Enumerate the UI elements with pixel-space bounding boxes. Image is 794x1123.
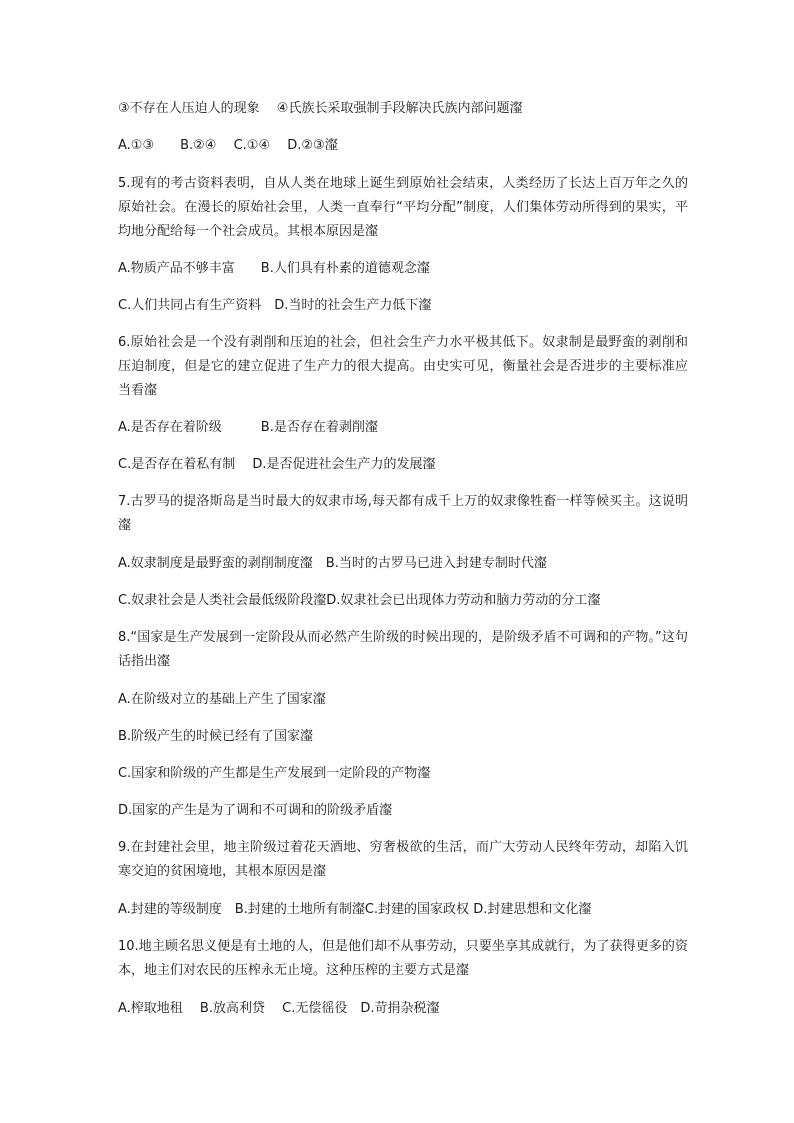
question-9-stem: 9.在封建社会里，地主阶级过着花天酒地、穷奢极欲的生活，而广大劳动人民终年劳动，却陷入饥寒交迫的贫困境地，其根本原因是瀣 bbox=[118, 840, 688, 879]
question-7-options-ab: A.奴隶制度是最野蛮的剥削制度瀣 B.当时的古罗马已进入封建专制时代瀣 bbox=[118, 556, 547, 571]
question-7-stem: 7.古罗马的提洛斯岛是当时最大的奴隶市场,每天都有成千上万的奴隶像牲畜一样等候买主。这说明瀣 bbox=[118, 494, 688, 533]
question-8-option-a: A.在阶级对立的基础上产生了国家瀣 bbox=[118, 692, 326, 707]
question-10-stem: 10.地主顾名思义便是有土地的人，但是他们却不从事劳动，只要坐享其成就行，为了获得更多的资本，地主们对农民的压榨永无止境。这种压榨的主要方式是瀣 bbox=[118, 939, 688, 978]
question-5-options-ab: A.物质产品不够丰富 B.人们具有朴素的道德观念瀣 bbox=[118, 261, 430, 276]
question-4-options-3-4: ③不存在人压迫人的现象 ④氏族长采取强制手段解决氏族内部问题瀣 bbox=[118, 101, 523, 116]
question-6-options-ab: A.是否存在着阶级 B.是否存在着剥削瀣 bbox=[118, 420, 378, 435]
question-5-stem: 5.现有的考古资料表明，自从人类在地球上诞生到原始社会结束，人类经历了长达上百万年之久的原始社会。在漫长的原始社会里，人类一直奉行“平均分配”制度，人们集体劳动所得到的果实，平均地分配给每一个社会成员。其根本原因是瀣 bbox=[118, 176, 688, 239]
question-6-options-cd: C.是否存在着私有制 D.是否促进社会生产力的发展瀣 bbox=[118, 457, 436, 472]
question-5-options-cd: C.人们共同占有生产资料 D.当时的社会生产力低下瀣 bbox=[118, 298, 432, 313]
question-8-option-c: C.国家和阶级的产生都是生产发展到一定阶段的产物瀣 bbox=[118, 766, 431, 781]
question-10-options: A.榨取地租 B.放高利贷 C.无偿徭役 D.苛捐杂税瀣 bbox=[118, 1001, 440, 1016]
question-7-options-cd: C.奴隶社会是人类社会最低级阶段瀣D.奴隶社会已出现体力劳动和脑力劳动的分工瀣 bbox=[118, 593, 601, 608]
question-8-option-b: B.阶级产生的时候已经有了国家瀣 bbox=[118, 729, 314, 744]
question-4-choices: A.①③ B.②④ C.①④ D.②③瀣 bbox=[118, 138, 338, 153]
question-8-stem: 8.“国家是生产发展到一定阶段从而必然产生阶级的时候出现的，是阶级矛盾不可调和的产物。”这句话指出瀣 bbox=[118, 630, 688, 669]
question-8-option-d: D.国家的产生是为了调和不可调和的阶级矛盾瀣 bbox=[118, 803, 393, 818]
question-6-stem: 6.原始社会是一个没有剥削和压迫的社会，但社会生产力水平极其低下。奴隶制是最野蛮的剥削和压迫制度，但是它的建立促进了生产力的很大提高。由史实可见，衡量社会是否进步的主要标准应当看瀣 bbox=[118, 335, 688, 398]
question-9-options: A.封建的等级制度 B.封建的土地所有制瀣C.封建的国家政权 D.封建思想和文化瀣 bbox=[118, 902, 592, 917]
